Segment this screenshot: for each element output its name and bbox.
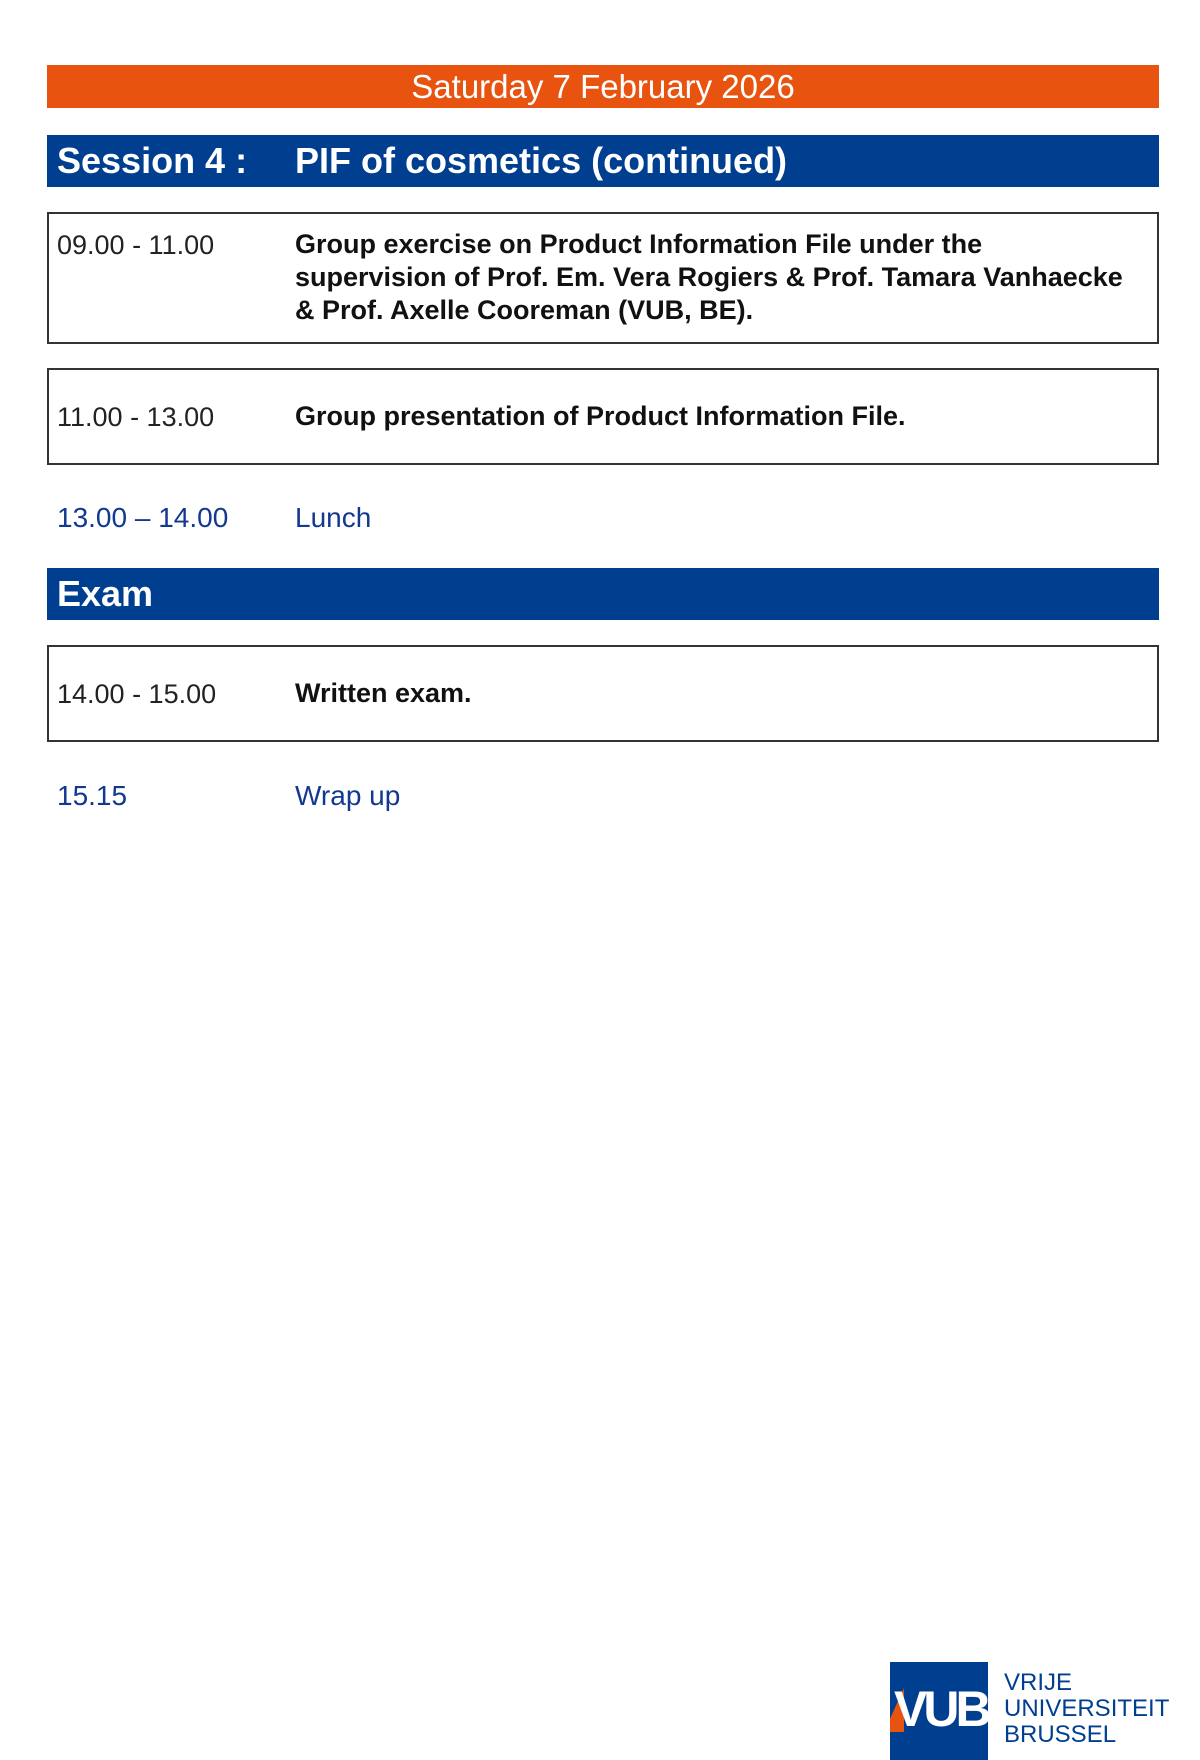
date-banner: Saturday 7 February 2026 (47, 65, 1159, 108)
schedule-slot-2 (47, 368, 1159, 465)
slot-time: 14.00 - 15.00 (57, 679, 217, 709)
slot-description: Written exam. (295, 678, 472, 708)
slot-description: Group presentation of Product Information File. (295, 401, 906, 431)
schedule-slot-1 (47, 212, 1159, 344)
vub-logo-mark (890, 1662, 988, 1760)
logo-wordmark (1004, 1670, 1169, 1748)
session-label: Session 4 : (57, 140, 248, 181)
lunch-time: 13.00 – 14.00 (57, 502, 229, 533)
lunch-label: Lunch (295, 502, 372, 533)
exam-label: Exam (57, 573, 154, 614)
logo-letters: VUB (894, 1681, 988, 1737)
slot-description: Group exercise on Product Information File under the supervision of Prof. Em. Vera Rogiers & Prof. Tamara Vanhaecke & Prof. Axelle Cooreman (VUB, BE). (295, 229, 1123, 325)
logo-line-1: VRIJE (1004, 1669, 1073, 1696)
slot-time: 11.00 - 13.00 (57, 402, 215, 432)
exam-header (47, 568, 1159, 620)
logo-line-2: UNIVERSITEIT (1004, 1695, 1170, 1722)
vub-logo (890, 1660, 1170, 1760)
wrap-up-label: Wrap up (295, 780, 401, 811)
session-title: PIF of cosmetics (continued) (295, 140, 788, 181)
logo-line-3: BRUSSEL (1004, 1721, 1117, 1748)
wrap-up-time: 15.15 (57, 780, 128, 811)
slot-time: 09.00 - 11.00 (57, 230, 215, 260)
exam-slot (47, 645, 1159, 742)
session-header (47, 135, 1159, 187)
